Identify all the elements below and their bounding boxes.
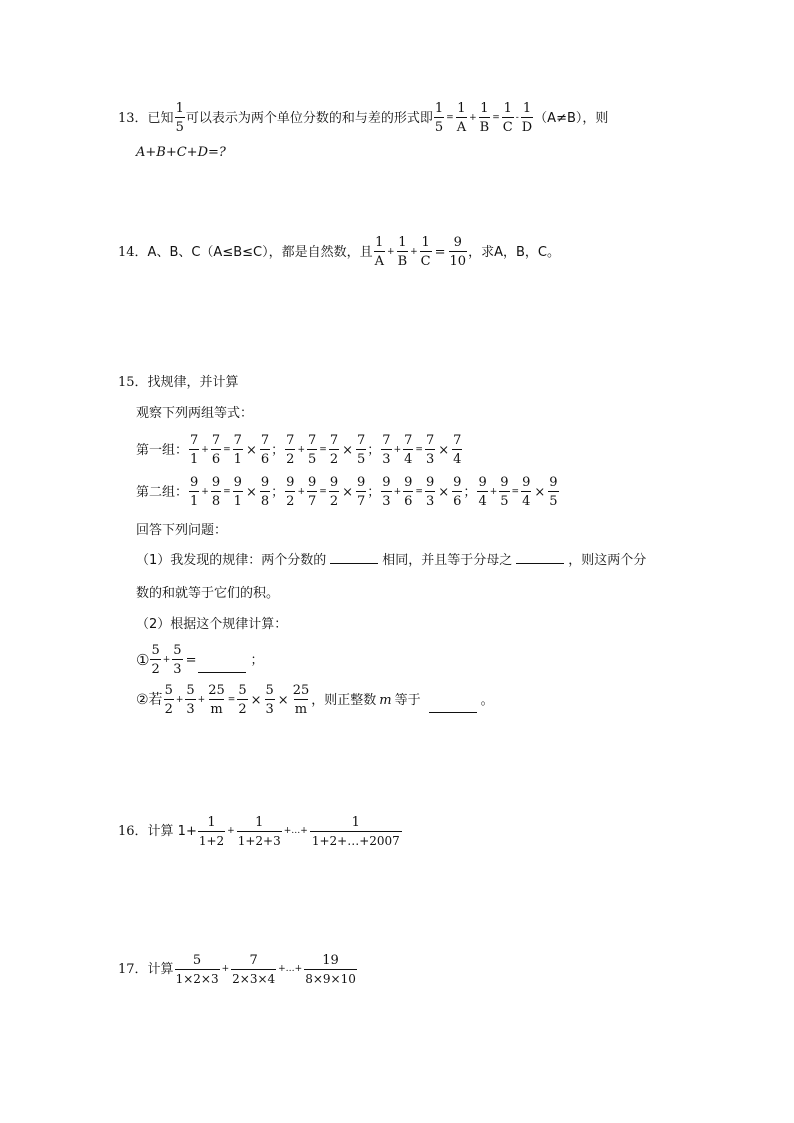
fraction: $\frac{5}{2}$ bbox=[164, 683, 173, 717]
fraction: $\frac{9}{10}$ bbox=[449, 235, 467, 269]
answer-blank[interactable] bbox=[516, 562, 564, 564]
fraction: $\frac{5}{3}$ bbox=[186, 683, 195, 717]
group-1-equations: 第一组： $\frac{7}{1}$ + $\frac{7}{6}$ = $\frac{7}{1}$ × $\frac{7}{6}$ ； $\frac{7}{2}$ + $\frac{7}{5}$ = $\frac{7}{2}$ × $\frac{7}{5}$ ； $\frac{7}{3}$ + $\frac{7}{4}$ = $\frac{7}{3}$ × $\frac{7}{4}$ bbox=[136, 433, 462, 467]
fraction: $\frac{7}{6}$ bbox=[260, 433, 270, 467]
part-1-line-1: （1）我发现的规律：两个分数的 相同，并且等于分母之 ，则这两个分 bbox=[136, 553, 647, 568]
fraction: $\frac{19}{8\times 9\times 10}$ bbox=[305, 953, 356, 986]
fraction: $\frac{1}{5}$ bbox=[175, 101, 184, 135]
question-14: 14． A、B、C（A≤B≤C），都是自然数，且 $\frac{1}{A}$ + $\frac{1}{B}$ + $\frac{1}{C}$ = $\frac{9}{10}$ ，求A，B，C。 bbox=[118, 235, 560, 269]
fraction: $\frac{7}{3}$ bbox=[425, 433, 435, 467]
fraction: $\frac{9}{6}$ bbox=[404, 475, 413, 509]
part-2-prompt: （2）根据这个规律计算： bbox=[136, 617, 288, 632]
fraction: $\frac{9}{8}$ bbox=[260, 475, 270, 509]
fraction: $\frac{7}{2}$ bbox=[286, 433, 295, 467]
fraction: $\frac{9}{7}$ bbox=[307, 475, 317, 509]
fraction: $\frac{1}{B}$ bbox=[397, 235, 408, 269]
answer-blank[interactable] bbox=[330, 562, 378, 564]
fraction: $\frac{1}{A}$ bbox=[374, 235, 385, 269]
fraction: $\frac{7}{1}$ bbox=[233, 433, 242, 467]
answer-blank[interactable] bbox=[429, 711, 477, 713]
fraction: $\frac{7}{4}$ bbox=[404, 433, 413, 467]
fraction: $\frac{9}{5}$ bbox=[500, 475, 509, 509]
fraction: $\frac{1}{A}$ bbox=[456, 101, 467, 135]
fraction: $\frac{7}{4}$ bbox=[453, 433, 462, 467]
question-13-line-2: A+B+C+D=? bbox=[136, 145, 226, 160]
fraction: $\frac{1}{5}$ bbox=[434, 101, 444, 135]
question-15-number: 15． bbox=[118, 375, 148, 390]
fraction: $\frac{7}{5}$ bbox=[357, 433, 366, 467]
fraction: $\frac{9}{4}$ bbox=[522, 475, 531, 509]
fraction: $\frac{9}{1}$ bbox=[233, 475, 242, 509]
fraction: $\frac{1}{D}$ bbox=[521, 101, 533, 135]
fraction: $\frac{9}{4}$ bbox=[478, 475, 487, 509]
fraction: $\frac{7}{1}$ bbox=[190, 433, 199, 467]
fraction: $\frac{1}{1+2}$ bbox=[198, 815, 225, 848]
question-16-number: 16． bbox=[118, 824, 148, 839]
fraction: $\frac{7}{5}$ bbox=[307, 433, 317, 467]
fraction: $\frac{5}{2}$ bbox=[238, 683, 247, 717]
fraction: $\frac{7}{3}$ bbox=[382, 433, 391, 467]
part-1-line-2: 数的和就等于它们的积。 bbox=[136, 586, 280, 601]
answer-prompt: 回答下列问题： bbox=[136, 523, 228, 538]
question-13-line-1: 13． 已知 $\frac{1}{5}$ 可以表示为两个单位分数的和与差的形式即 $\frac{1}{5}$ = $\frac{1}{A}$ + $\frac{1}{B}$ = $\frac{1}{C}$ - $\frac{1}{D}$ （A≠B），则 bbox=[118, 101, 609, 135]
fraction: $\frac{9}{8}$ bbox=[211, 475, 221, 509]
fraction: $\frac{9}{2}$ bbox=[286, 475, 295, 509]
calc-1: ① $\frac{5}{2}$ + $\frac{5}{3}$ = ； bbox=[136, 643, 264, 677]
fraction: $\frac{1}{1+2+\dots+2007}$ bbox=[311, 815, 400, 848]
fraction: $\frac{7}{6}$ bbox=[211, 433, 221, 467]
fraction: $\frac{7}{2\times 3\times 4}$ bbox=[232, 953, 276, 986]
fraction: $\frac{5}{1\times 2\times 3}$ bbox=[175, 953, 219, 986]
fraction: $\frac{9}{3}$ bbox=[382, 475, 391, 509]
fraction: $\frac{25}{m}$ bbox=[292, 683, 310, 717]
question-15-title: 15． 找规律，并计算 bbox=[118, 375, 239, 390]
fraction: $\frac{9}{7}$ bbox=[357, 475, 366, 509]
question-14-number: 14． bbox=[118, 244, 148, 260]
group-2-equations: 第二组： $\frac{9}{1}$ + $\frac{9}{8}$ = $\frac{9}{1}$ × $\frac{9}{8}$ ； $\frac{9}{2}$ + $\frac{9}{7}$ = $\frac{9}{2}$ × $\frac{9}{7}$ ； $\frac{9}{3}$ + $\frac{9}{6}$ = $\frac{9}{3}$ × $\frac{9}{6}$ ； $\frac{9}{4}$ + $\frac{9}{5}$ = $\frac{9}{4}$ × $\frac{9}{5}$ bbox=[136, 475, 558, 509]
question-17-number: 17． bbox=[118, 962, 148, 977]
calc-2: ②若 $\frac{5}{2}$ + $\frac{5}{3}$ + $\frac{25}{m}$ = $\frac{5}{2}$ × $\frac{5}{3}$ × $\frac{25}{m}$ ，则正整数 m 等于 。 bbox=[136, 683, 494, 717]
question-16: 16． 计算 1+ $\frac{1}{1+2}$ + $\frac{1}{1+2+3}$ +…+ $\frac{1}{1+2+\dots+2007}$ bbox=[118, 815, 400, 848]
fraction: $\frac{1}{1+2+3}$ bbox=[237, 815, 281, 848]
observe-text: 观察下列两组等式： bbox=[136, 406, 254, 421]
fraction: $\frac{7}{2}$ bbox=[329, 433, 339, 467]
answer-blank[interactable] bbox=[198, 671, 246, 673]
fraction: $\frac{5}{3}$ bbox=[265, 683, 274, 717]
fraction: $\frac{5}{3}$ bbox=[173, 643, 182, 677]
fraction: $\frac{1}{C}$ bbox=[420, 235, 431, 269]
fraction: $\frac{9}{1}$ bbox=[190, 475, 199, 509]
question-13-number: 13． bbox=[118, 110, 148, 126]
fraction: $\frac{1}{B}$ bbox=[479, 101, 490, 135]
fraction: $\frac{5}{2}$ bbox=[151, 643, 160, 677]
fraction: $\frac{9}{6}$ bbox=[453, 475, 462, 509]
question-17: 17． 计算 $\frac{5}{1\times 2\times 3}$ + $\frac{7}{2\times 3\times 4}$ +…+ $\frac{19}{8\times 9\times 10}$ bbox=[118, 953, 356, 986]
fraction: $\frac{1}{C}$ bbox=[502, 101, 513, 135]
fraction: $\frac{25}{m}$ bbox=[208, 683, 225, 717]
fraction: $\frac{9}{3}$ bbox=[425, 475, 435, 509]
fraction: $\frac{9}{5}$ bbox=[549, 475, 558, 509]
fraction: $\frac{9}{2}$ bbox=[329, 475, 339, 509]
